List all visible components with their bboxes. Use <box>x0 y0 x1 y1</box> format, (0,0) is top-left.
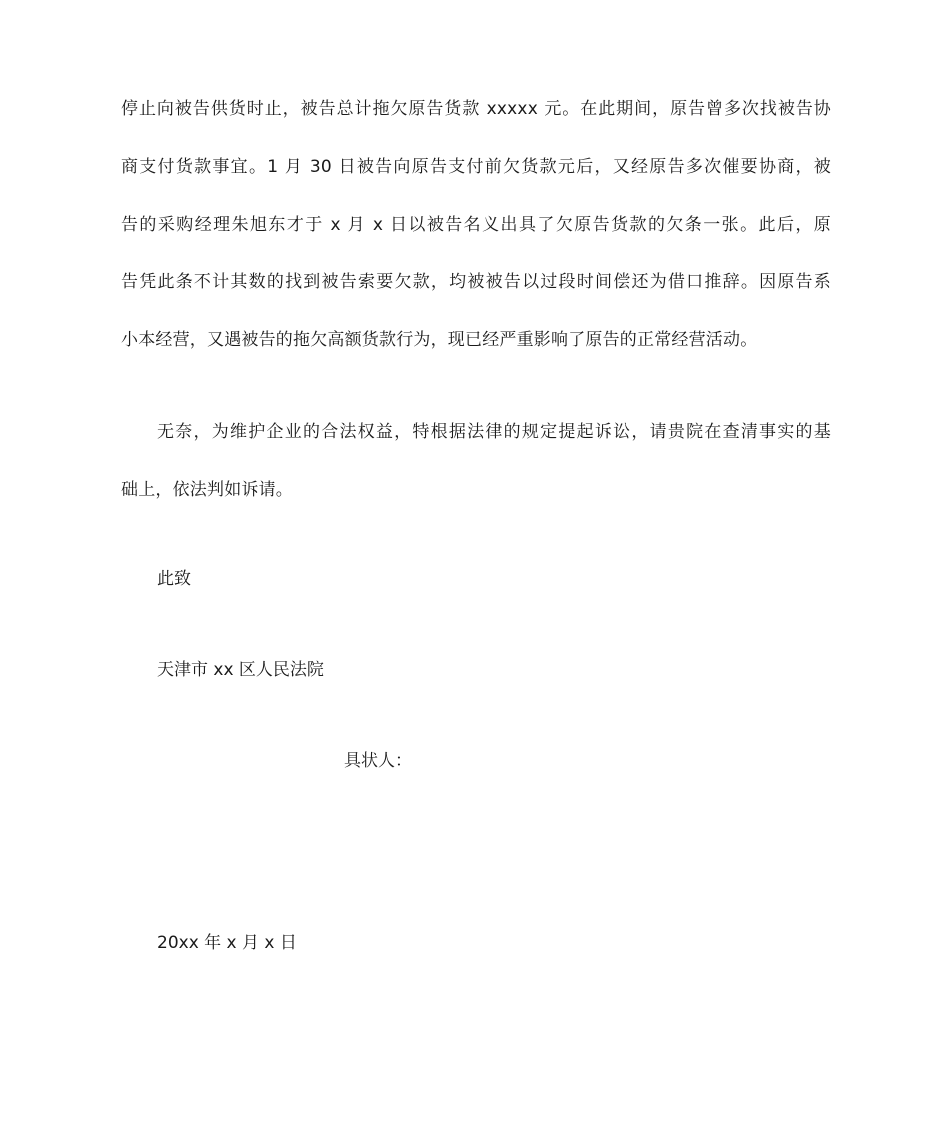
signer-label: 具状人： <box>344 751 412 771</box>
paragraph-line: 告凭此条不计其数的找到被告索要欠款，均被被告以过段时间偿还为借口推辞。因原告系 <box>121 272 831 292</box>
paragraph-line: 础上，依法判如诉请。 <box>121 480 293 500</box>
paragraph-line: 告的采购经理朱旭东才于 x 月 x 日以被告名义出具了欠原告货款的欠条一张。此后，原 <box>121 215 831 235</box>
paragraph-line: 商支付货款事宜。1 月 30 日被告向原告支付前欠货款元后，又经原告多次催要协商，被 <box>121 157 831 177</box>
salutation: 此致 <box>157 569 191 589</box>
paragraph-line: 无奈，为维护企业的合法权益，特根据法律的规定提起诉讼，请贵院在查清事实的基 <box>157 422 831 442</box>
document-date: 20xx 年 x 月 x 日 <box>157 933 297 953</box>
court-name: 天津市 xx 区人民法院 <box>157 660 324 680</box>
paragraph-line: 小本经营，又遇被告的拖欠高额货款行为，现已经严重影响了原告的正常经营活动。 <box>121 330 758 350</box>
paragraph-line: 停止向被告供货时止，被告总计拖欠原告货款 xxxxx 元。在此期间，原告曾多次找被告协 <box>121 99 831 119</box>
